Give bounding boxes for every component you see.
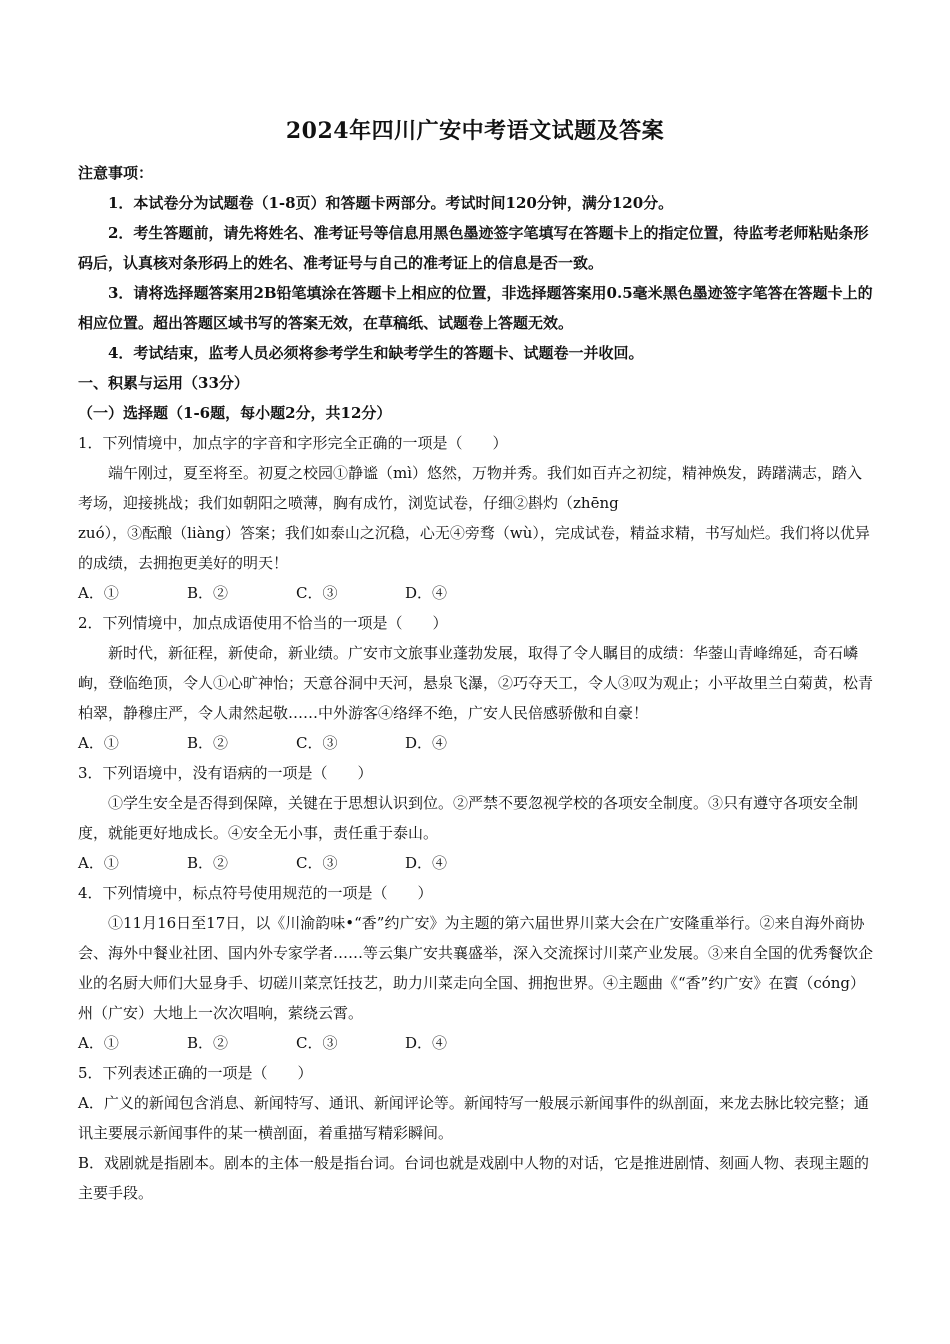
question-1-passage: 端午刚过，夏至将至。初夏之校园①静谧（mì）悠然，万物并秀。我们如百卉之初绽，精神焕发，踌躇满志，踏入考场，迎接挑战；我们如朝阳之喷薄，胸有成竹，浏览试卷，仔细②斟灼（zhēng [78, 464, 863, 512]
document-title: 2024年四川广安中考语文试题及答案 [285, 118, 665, 144]
notice-heading: 注意事项： [78, 164, 154, 182]
option-c: C．③ [296, 1034, 338, 1052]
question-2-options [78, 728, 874, 758]
option-a: A．① [78, 854, 119, 872]
document-body [78, 158, 874, 1208]
option-a: A．① [78, 584, 119, 602]
notice-item: 3．请将选择题答案用2B铅笔填涂在答题卡上相应的位置，非选择题答案用0.5毫米黑色墨迹签字笔答在答题卡上的相应位置。超出答题区域书写的答案无效，在草稿纸、试题卷上答题无效。 [78, 284, 873, 332]
question-3-stem: 3．下列语境中，没有语病的一项是（ ） [78, 764, 373, 782]
option-d: D．④ [405, 734, 448, 752]
question-5-option-b: B．戏剧就是指剧本。剧本的主体一般是指台词。台词也就是戏剧中人物的对话，它是推进剧情、刻画人物、表现主题的主要手段。 [78, 1154, 870, 1202]
notice-item: 2．考生答题前，请先将姓名、准考证号等信息用黑色墨迹签字笔填写在答题卡上的指定位置，待监考老师粘贴条形码后，认真核对条形码上的姓名、准考证号与自己的准考证上的信息是否一致。 [78, 224, 869, 272]
option-a: A．① [78, 734, 119, 752]
question-3-passage: ①学生安全是否得到保障，关键在于思想认识到位。②严禁不要忽视学校的各项安全制度。③只有遵守各项安全制度，就能更好地成长。④安全无小事，责任重于泰山。 [78, 794, 859, 842]
question-2-stem: 2．下列情境中，加点成语使用不恰当的一项是（ ） [78, 614, 448, 632]
question-4-passage: ①11月16日至17日，以《川渝韵味•“香”约广安》为主题的第六届世界川菜大会在广安隆重举行。②来自海外商协会、海外中餐业社团、国内外专家学者……等云集广安共襄盛举，深入交流探讨川菜产业发展。③来自全国的优秀餐饮企业的名厨大师们大显身手、切磋川菜烹饪技艺，助力川菜走向全国、拥抱世界。④主题曲《“香”约广安》在賨（cóng）州（广安）大地上一次次唱响，萦绕云霄。 [78, 914, 874, 1022]
question-5-stem: 5．下列表述正确的一项是（ ） [78, 1064, 313, 1082]
question-3-options [78, 848, 874, 878]
question-1-options [78, 578, 874, 608]
option-b: B．② [187, 584, 229, 602]
notice-item: 4．考试结束，监考人员必须将参考学生和缺考学生的答题卡、试题卷一并收回。 [108, 344, 644, 362]
option-a: A．① [78, 1034, 119, 1052]
question-5-option-a: A．广义的新闻包含消息、新闻特写、通讯、新闻评论等。新闻特写一般展示新闻事件的纵剖面，来龙去脉比较完整；通讯主要展示新闻事件的某一横剖面，着重描写精彩瞬间。 [78, 1094, 869, 1142]
section-heading: 一、积累与运用（33分） [78, 374, 249, 392]
notice-item: 1．本试卷分为试题卷（1-8页）和答题卡两部分。考试时间120分钟，满分120分。 [108, 194, 674, 212]
subsection-heading: （一）选择题（1-6题，每小题2分，共12分） [78, 404, 392, 422]
question-1-stem: 1．下列情境中，加点字的字音和字形完全正确的一项是（ ） [78, 434, 508, 452]
option-b: B．② [187, 854, 229, 872]
option-d: D．④ [405, 584, 448, 602]
option-d: D．④ [405, 1034, 448, 1052]
question-4-options [78, 1028, 874, 1058]
question-4-stem: 4．下列情境中，标点符号使用规范的一项是（ ） [78, 884, 433, 902]
option-c: C．③ [296, 584, 338, 602]
option-b: B．② [187, 734, 229, 752]
option-d: D．④ [405, 854, 448, 872]
option-c: C．③ [296, 854, 338, 872]
question-2-passage: 新时代，新征程，新使命，新业绩。广安市文旅事业蓬勃发展，取得了令人瞩目的成绩：华蓥山青峰绵延，奇石嶙峋，登临绝顶，令人①心旷神怡；天意谷洞中天河，悬泉飞瀑，②巧夺天工，令人③叹为观止；小平故里兰白菊黄，松青柏翠，静穆庄严，令人肃然起敬……中外游客④络绎不绝，广安人民倍感骄傲和自豪！ [78, 644, 874, 722]
option-c: C．③ [296, 734, 338, 752]
option-b: B．② [187, 1034, 229, 1052]
question-1-passage-cont: zuó），③酝酿（liàng）答案；我们如泰山之沉稳，心无④旁骛（wù），完成试卷，精益求精，书写灿烂。我们将以优异的成绩，去拥抱更美好的明天！ [78, 524, 870, 572]
